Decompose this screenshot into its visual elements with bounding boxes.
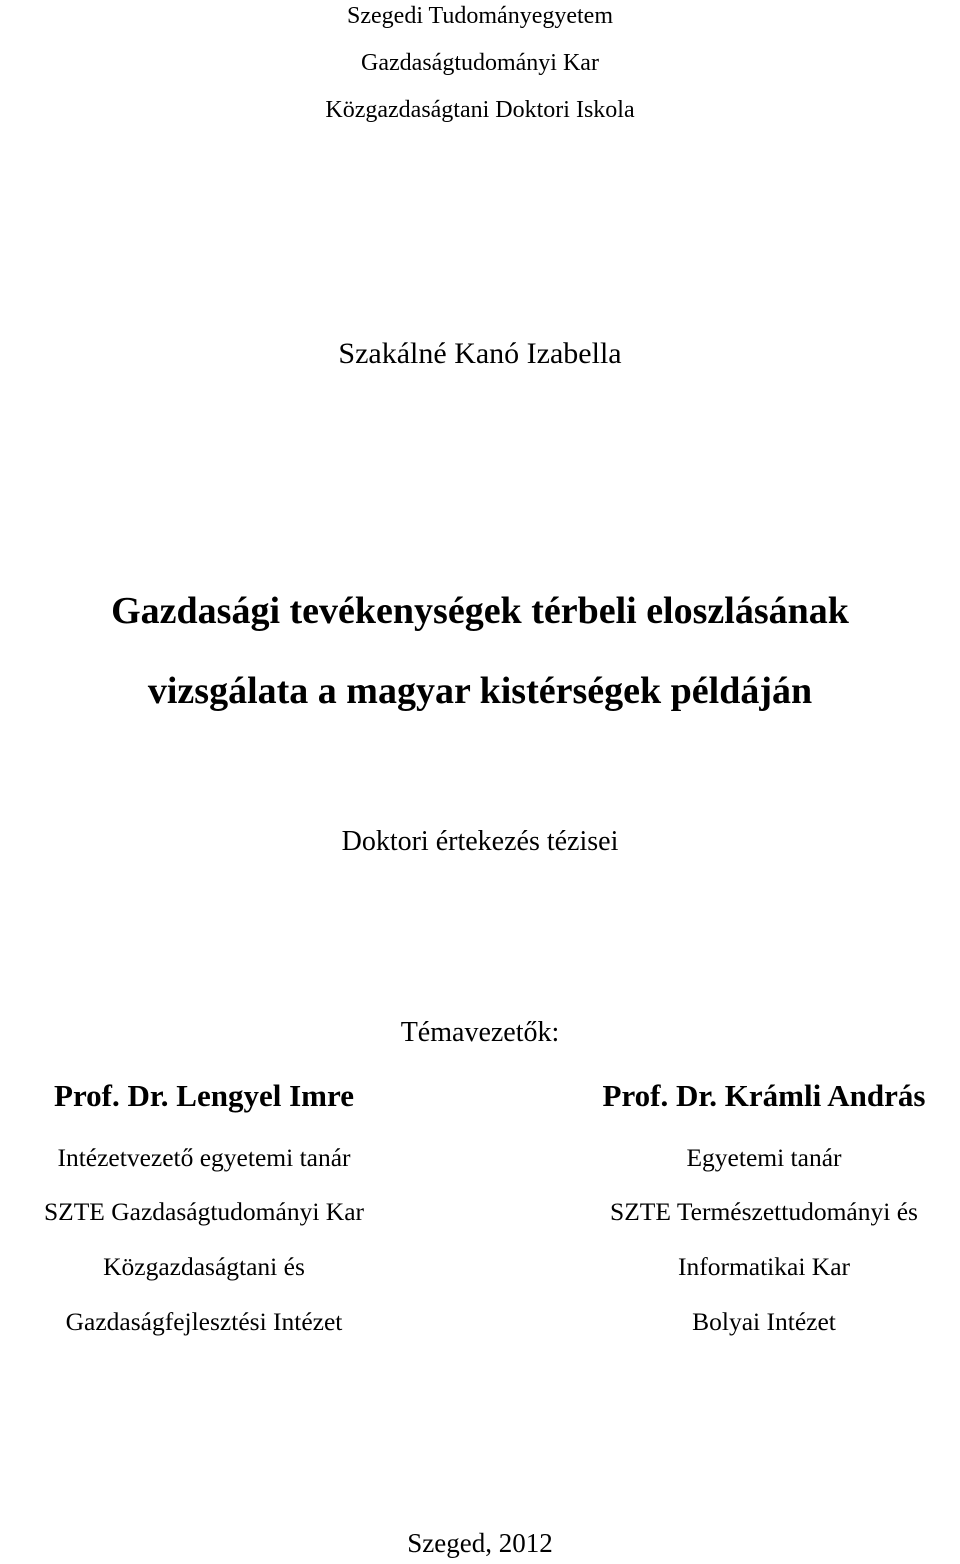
thesis-title-line-2: vizsgálata a magyar kistérségek példáján [147,670,813,712]
supervisor-right-faculty-line-2: Informatikai Kar [677,1252,851,1281]
supervisor-left-name: Prof. Dr. Lengyel Imre [54,1078,354,1113]
supervisor-right-position: Egyetemi tanár [686,1143,842,1172]
doctoral-school-name: Közgazdaságtani Doktori Iskola [325,97,635,123]
faculty-name: Gazdaságtudományi Kar [361,50,599,76]
thesis-title-line-1: Gazdasági tevékenységek térbeli eloszlásának [111,590,849,632]
supervisor-left-institute-line-2: Gazdaságfejlesztési Intézet [65,1307,343,1336]
supervisor-right-name: Prof. Dr. Krámli András [602,1078,926,1113]
author-name: Szakálné Kanó Izabella [338,337,622,370]
supervisor-right-institute: Bolyai Intézet [692,1307,836,1336]
supervisor-left-faculty: SZTE Gazdaságtudományi Kar [43,1197,365,1226]
supervisor-left-position: Intézetvezető egyetemi tanár [57,1143,351,1172]
document-subtitle: Doktori értekezés tézisei [341,826,619,857]
supervisor-left-institute-line-1: Közgazdaságtani és [103,1252,305,1281]
place-and-date: Szeged, 2012 [407,1528,553,1558]
supervisor-right-faculty-line-1: SZTE Természettudományi és [610,1197,918,1226]
university-name: Szegedi Tudományegyetem [347,3,613,29]
supervisors-heading: Témavezetők: [400,1017,560,1048]
